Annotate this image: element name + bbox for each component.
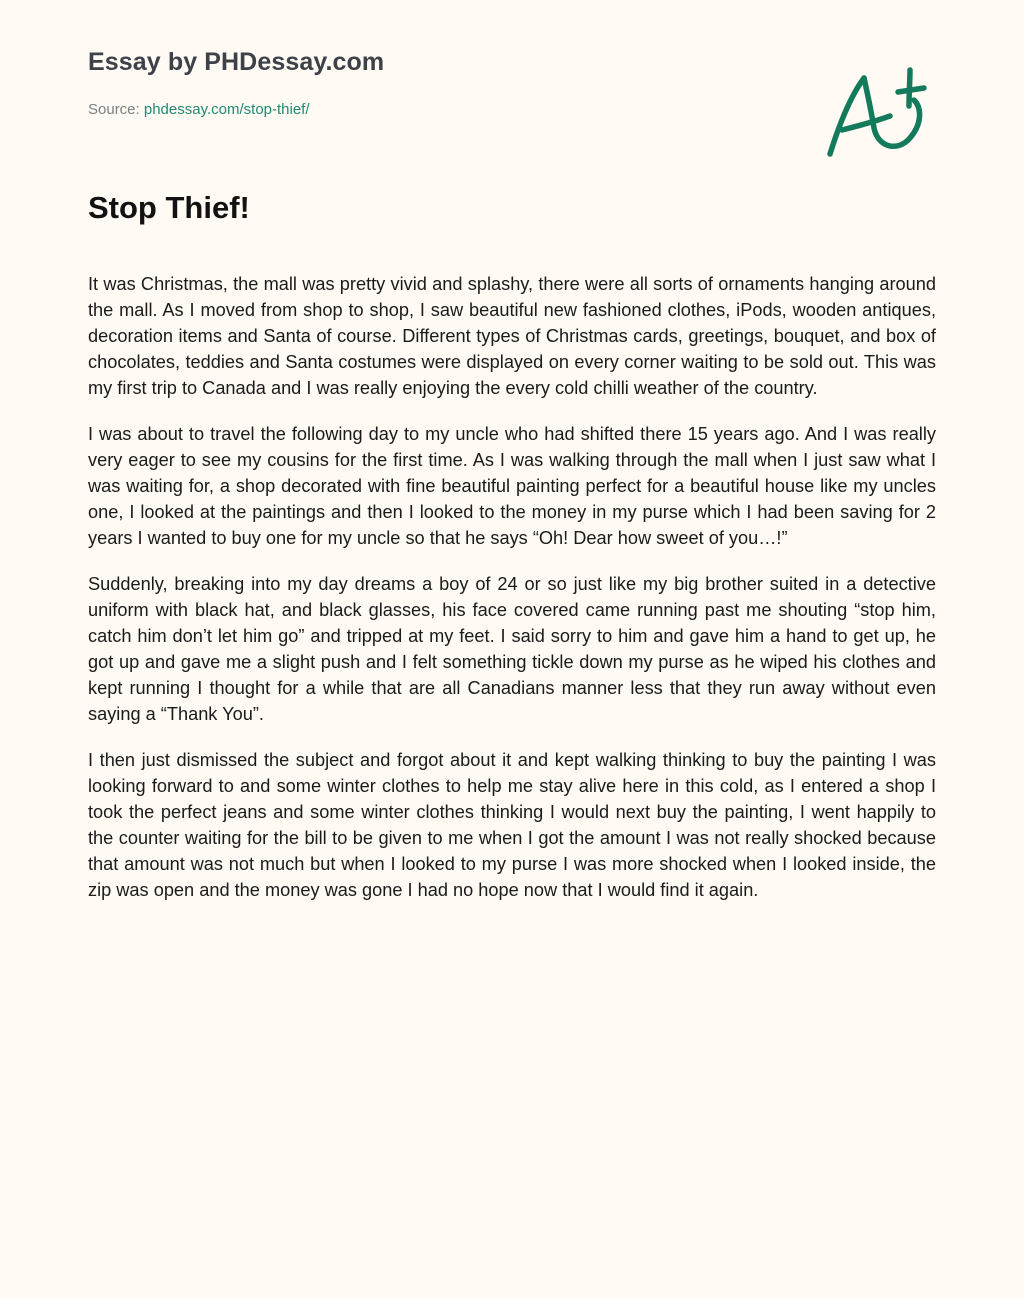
source-line <box>88 101 310 118</box>
essay-paragraph: I was about to travel the following day to my uncle who had shifted there 15 years ago. And I was really very eager to see my cousins for the first time. As I was walking through the mall when I just saw what I was waiting for, a shop decorated with fine beautiful painting perfect for a beautiful house like my uncles one, I looked at the paintings and then I looked to the money in my purse which I had been saving for 2 years I wanted to buy one for my uncle so that he says “Oh! Dear how sweet of you…!” <box>88 424 936 548</box>
site-brand-title: Essay by PHDessay.com <box>88 48 385 76</box>
essay-title: Stop Thief! <box>88 190 250 225</box>
essay-paragraph: It was Christmas, the mall was pretty vivid and splashy, there were all sorts of ornaments hanging around the mall. As I moved from shop to shop, I saw beautiful new fashioned clothes, iPods, wooden antiques, decoration items and Santa of course. Different types of Christmas cards, greetings, bouquet, and box of chocolates, teddies and Santa costumes were displayed on every corner waiting to be sold out. This was my first trip to Canada and I was really enjoying the every cold chilli weather of the country. <box>88 274 936 398</box>
essay-paragraph: I then just dismissed the subject and forgot about it and kept walking thinking to buy the painting I was looking forward to and some winter clothes to help me stay alive here in this cold, as I entered a shop I took the perfect jeans and some winter clothes thinking I would next buy the painting, I went happily to the counter waiting for the bill to be given to me when I got the amount I was not really shocked because that amount was not much but when I looked to my purse I was more shocked when I looked inside, the zip was open and the money was gone I had no hope now that I would find it again. <box>88 750 936 900</box>
source-label: Source: <box>88 101 144 118</box>
a-plus-grade-icon <box>818 60 938 165</box>
essay-body <box>88 271 936 923</box>
source-link[interactable]: phdessay.com/stop-thief/ <box>143 101 310 118</box>
essay-paragraph: Suddenly, breaking into my day dreams a boy of 24 or so just like my big brother suited in a detective uniform with black hat, and black glasses, his face covered came running past me shouting “stop him, catch him don’t let him go” and tripped at my feet. I said sorry to him and gave him a hand to get up, he got up and gave me a slight push and I felt something tickle down my purse as he wiped his clothes and kept running I thought for a while that are all Canadians manner less that they run away without even saying a “Thank You”. <box>88 574 936 724</box>
